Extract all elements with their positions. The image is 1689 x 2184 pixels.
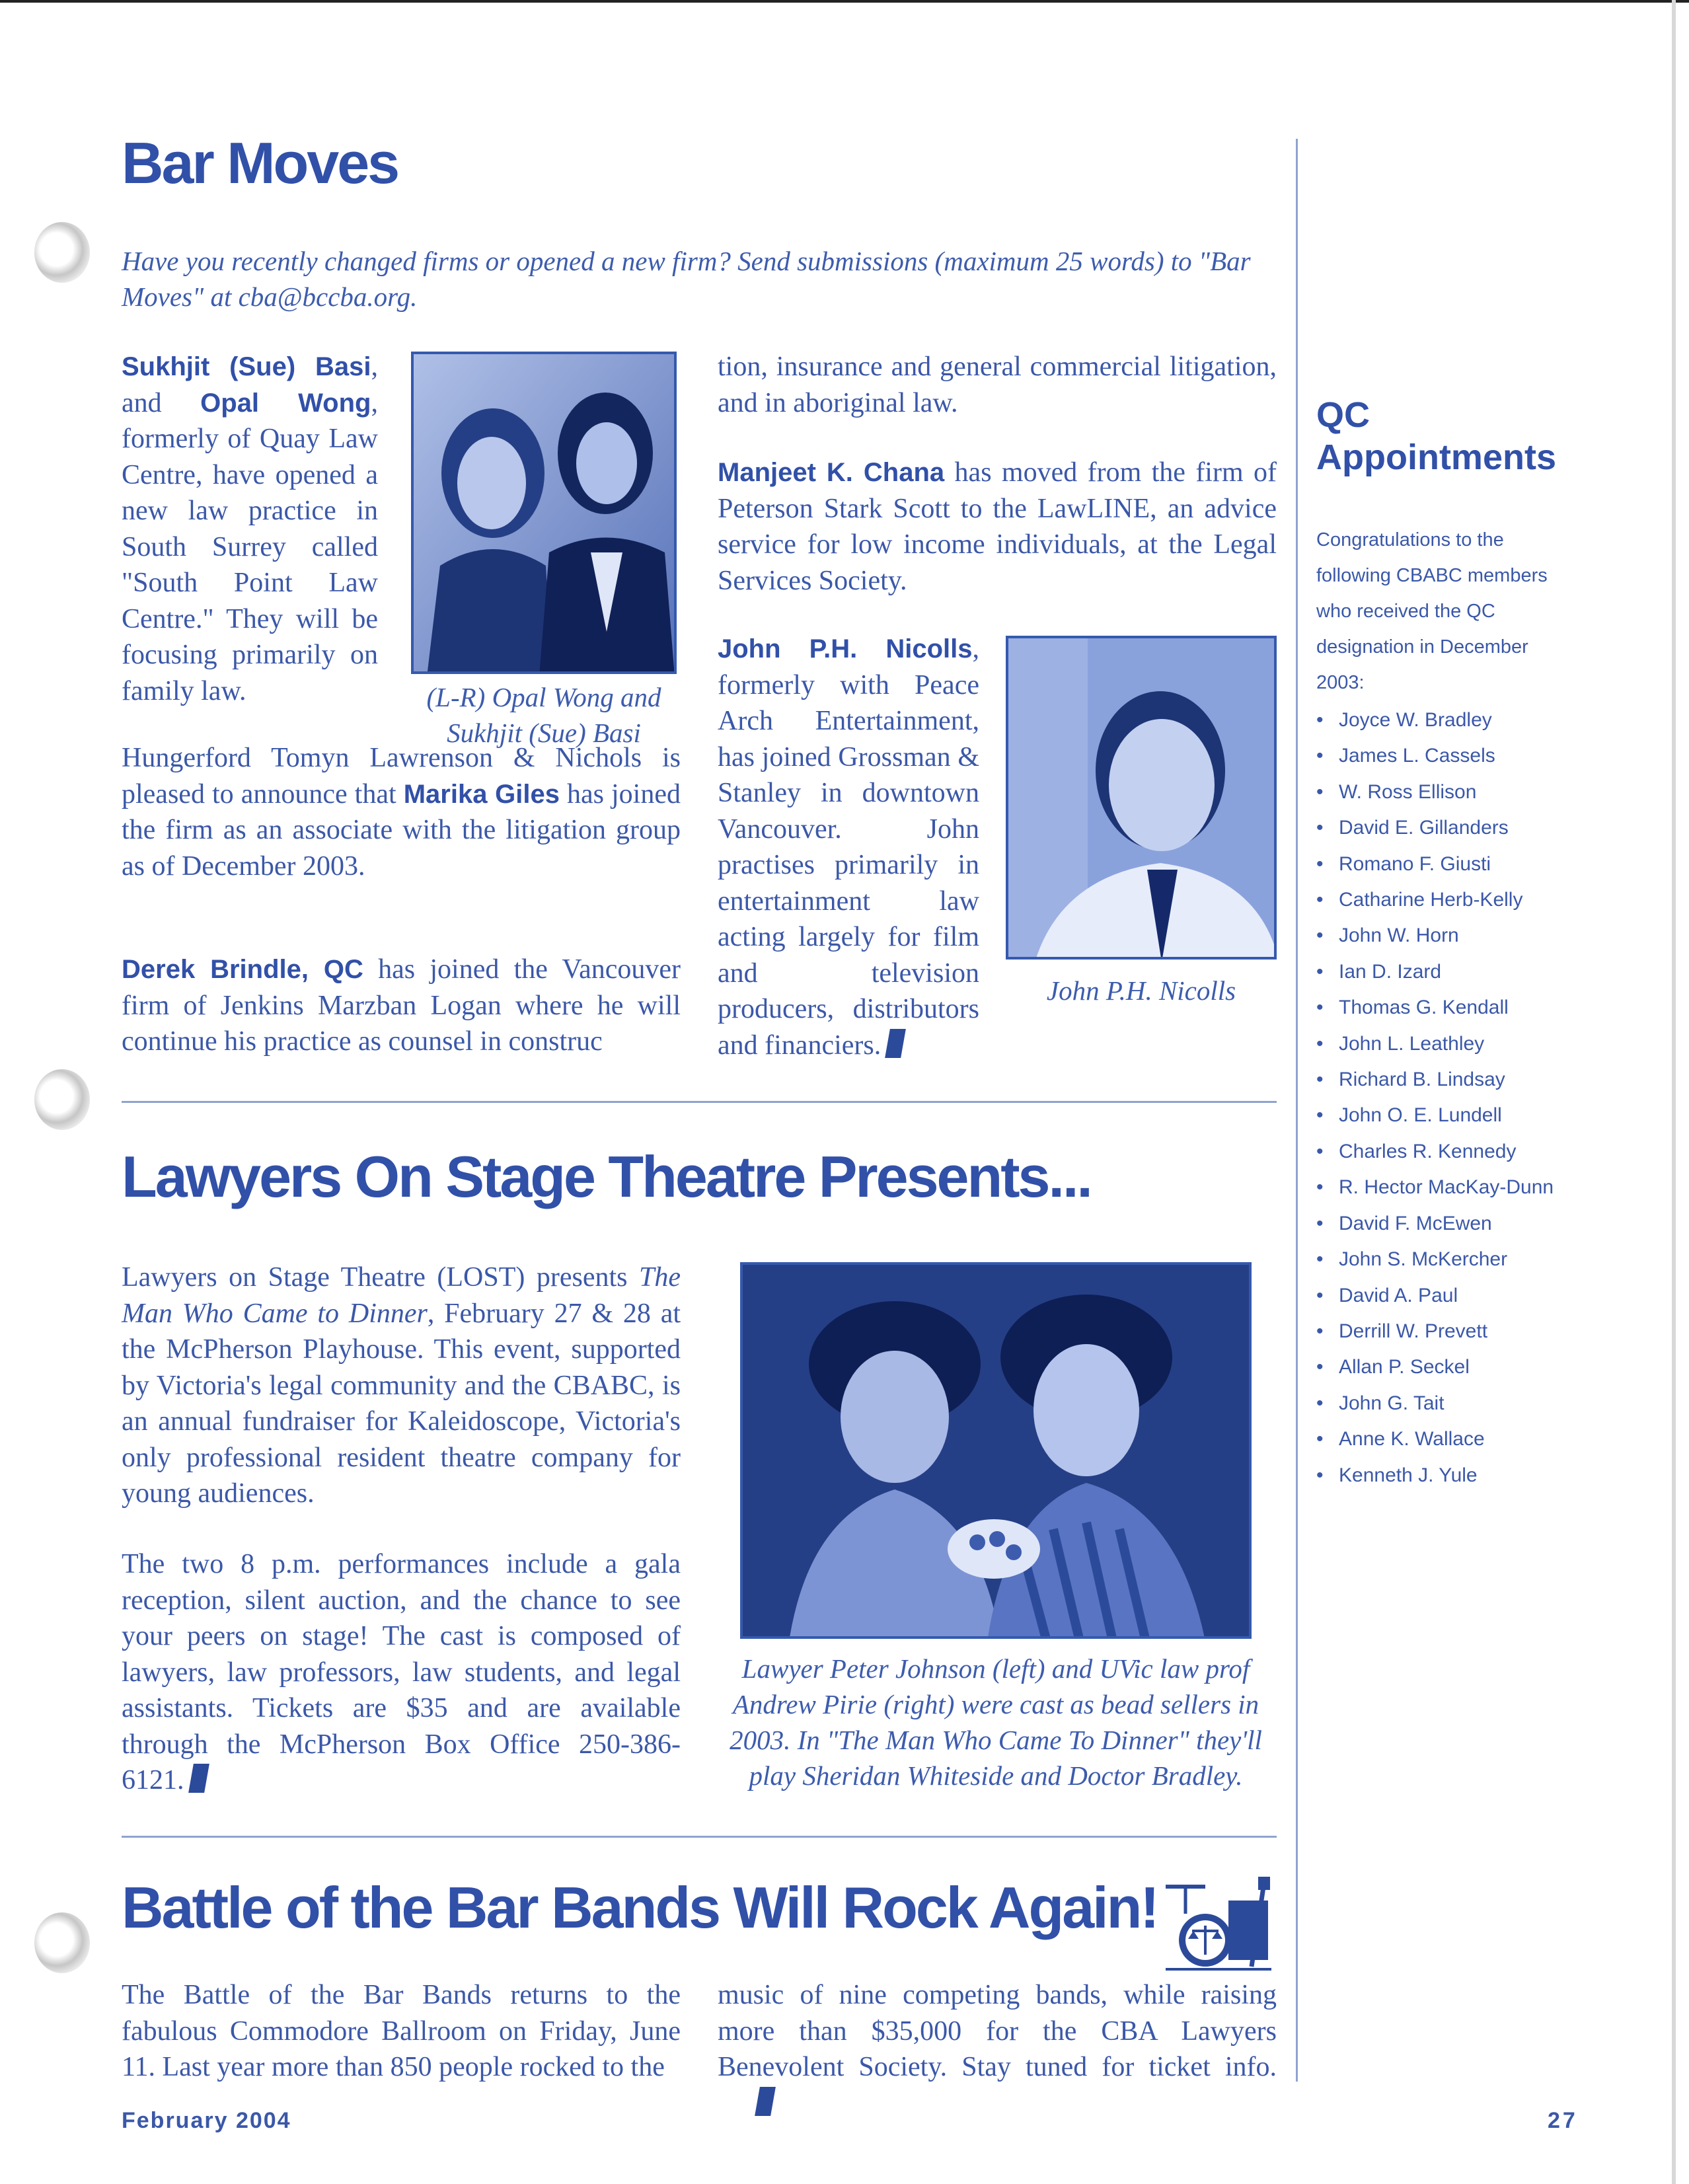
- list-item: • Joyce W. Bradley: [1316, 702, 1554, 738]
- lost-p2-text: The two 8 p.m. performances include a gala reception, silent auction, and the chance to see your peers on stage! The cast is composed of lawyers, law professors, law students, and legal assistants. Tickets are $35 and are available through the McPherson Box Office 250-386-6121.: [122, 1549, 681, 1795]
- brindle-name: Derek Brindle, QC: [122, 955, 363, 984]
- brindle-paragraph: [122, 952, 681, 1060]
- list-item: • John W. Horn: [1316, 918, 1554, 954]
- list-item: • Thomas G. Kendall: [1316, 990, 1554, 1026]
- chana-paragraph: [718, 455, 1277, 599]
- list-item: • Richard B. Lindsay: [1316, 1062, 1554, 1098]
- list-item: • John G. Tait: [1316, 1386, 1554, 1421]
- bar-moves-intro: Have you recently changed firms or opened a new firm? Send submissions (maximum 25 words) to "Bar Moves" at cba@bccba.org.: [122, 246, 1251, 312]
- list-item: • Allan P. Seckel: [1316, 1349, 1554, 1385]
- qc-name-list: [1316, 702, 1554, 1493]
- list-item: • Romano F. Giusti: [1316, 847, 1554, 882]
- list-item: • David A. Paul: [1316, 1278, 1554, 1314]
- list-item: • Derrill W. Prevett: [1316, 1314, 1554, 1349]
- giles-intro: Hungerford Tomyn Lawrenson & Nichols is pleased to announce that: [122, 743, 681, 810]
- binder-hole-bottom: [34, 1912, 90, 1973]
- basi-wong-text: , formerly of Quay Law Centre, have opened a new law practice in South Surrey called "South Point Law Centre." They will be focusing primarily on family law.: [122, 387, 378, 706]
- bands-col2-text: music of nine competing bands, while raising more than $35,000 for the CBA Lawyers Benevolent Society. Stay tuned for ticket info.: [718, 1980, 1277, 2082]
- qc-title-line2: Appointments: [1316, 437, 1556, 477]
- list-item: • R. Hector MacKay-Dunn: [1316, 1170, 1554, 1205]
- lost-play-title: The Man Who Came to Dinner: [122, 1262, 681, 1329]
- page-right-edge: [1672, 0, 1676, 2184]
- nicolls-text: , formerly with Peace Arch Entertainment, has joined Grossman & Stanley in downtown Vancouver. John practises primarily in entertainment law acting largely for film and television producers, distributors and financiers.: [718, 634, 979, 1061]
- list-item: • James L. Cassels: [1316, 738, 1554, 774]
- wong-name: Opal Wong: [200, 388, 371, 418]
- lost-paragraph-1: [122, 1260, 681, 1512]
- section-divider-2: [122, 1836, 1277, 1838]
- end-mark-icon: [755, 2087, 776, 2116]
- lost-title: Lawyers On Stage Theatre Presents...: [122, 1144, 1091, 1209]
- photo-nicolls-image: [1008, 638, 1277, 960]
- column-divider: [1296, 139, 1298, 2082]
- chana-text: has moved from the firm of Peterson Stark Scott to the LawLINE, an advice service for low income individuals, at the Legal Services Society.: [718, 457, 1277, 596]
- drum-kit-scales-icon: [1159, 1874, 1278, 1973]
- basi-connector: , and: [122, 352, 378, 418]
- footer-date: February 2004: [122, 2108, 291, 2133]
- nicolls-name: John P.H. Nicolls: [718, 634, 973, 663]
- photo-wong-basi-image: [414, 354, 677, 674]
- giles-name: Marika Giles: [403, 779, 560, 809]
- basi-name: Sukhjit (Sue) Basi: [122, 352, 371, 381]
- list-item: • W. Ross Ellison: [1316, 774, 1554, 810]
- photo-johnson-pirie-image: [743, 1265, 1252, 1639]
- lost-p1-text: , February 27 & 28 at the McPherson Playhouse. This event, supported by Victoria's legal community and the CBABC, is an annual fundraiser for Kaleidoscope, Victoria's only professional resident theatre company for young audiences.: [122, 1298, 681, 1509]
- end-mark-icon: [885, 1029, 906, 1058]
- brindle-continued: tion, insurance and general commercial litigation, and in aboriginal law.: [718, 352, 1277, 418]
- bar-moves-title: Bar Moves: [122, 130, 398, 196]
- qc-intro: Congratulations to the following CBABC members who received the QC designation in December 2003:: [1316, 529, 1548, 693]
- qc-title-line1: QC: [1316, 395, 1370, 435]
- binder-hole-middle: [34, 1069, 90, 1130]
- section-divider-1: [122, 1101, 1277, 1103]
- bands-title: Battle of the Bar Bands Will Rock Again!: [122, 1875, 1158, 1940]
- list-item: • Kenneth J. Yule: [1316, 1458, 1554, 1493]
- list-item: • David E. Gillanders: [1316, 810, 1554, 846]
- photo-johnson-pirie-caption: Lawyer Peter Johnson (left) and UVic law prof Andrew Pirie (right) were cast as bead sellers in 2003. In "The Man Who Came To Dinner" they'll play Sheridan Whiteside and Doctor Bradley.: [730, 1653, 1262, 1791]
- brindle-text: has joined the Vancouver firm of Jenkins Marzban Logan where he will continue his practice as counsel in construc: [122, 954, 681, 1057]
- qc-appointments-title: [1316, 394, 1556, 478]
- list-item: • Charles R. Kennedy: [1316, 1134, 1554, 1170]
- giles-text: has joined the firm as an associate with the litigation group as of December 2003.: [122, 778, 681, 882]
- photo-nicolls-caption: John P.H. Nicolls: [1046, 975, 1236, 1006]
- bands-paragraph-col2: [718, 1977, 1277, 2121]
- page-number: 27: [1548, 2108, 1578, 2133]
- binder-hole-top: [34, 222, 90, 283]
- list-item: • Anne K. Wallace: [1316, 1421, 1554, 1457]
- lost-paragraph-2: [122, 1546, 681, 1799]
- list-item: • John O. E. Lundell: [1316, 1098, 1554, 1133]
- basi-wong-paragraph: [122, 349, 378, 709]
- nicolls-paragraph: [718, 631, 979, 1063]
- lost-p1-intro: Lawyers on Stage Theatre (LOST) presents: [122, 1262, 639, 1293]
- photo-wong-basi-caption: (L-R) Opal Wong and Sukhjit (Sue) Basi: [426, 682, 661, 748]
- end-mark-icon: [188, 1764, 209, 1793]
- photo-nicolls: [1006, 636, 1277, 960]
- bands-paragraph-col1: The Battle of the Bar Bands returns to the fabulous Commodore Ballroom on Friday, June 11. Last year more than 850 people rocked to the: [122, 1980, 681, 2082]
- list-item: • David F. McEwen: [1316, 1206, 1554, 1242]
- list-item: • John S. McKercher: [1316, 1242, 1554, 1277]
- chana-name: Manjeet K. Chana: [718, 458, 945, 487]
- photo-wong-basi: [411, 352, 677, 674]
- list-item: • Catharine Herb-Kelly: [1316, 882, 1554, 918]
- page-top-border: [0, 0, 1689, 3]
- photo-johnson-pirie: [740, 1262, 1252, 1639]
- list-item: • Ian D. Izard: [1316, 954, 1554, 990]
- giles-paragraph: [122, 740, 681, 884]
- list-item: • John L. Leathley: [1316, 1026, 1554, 1062]
